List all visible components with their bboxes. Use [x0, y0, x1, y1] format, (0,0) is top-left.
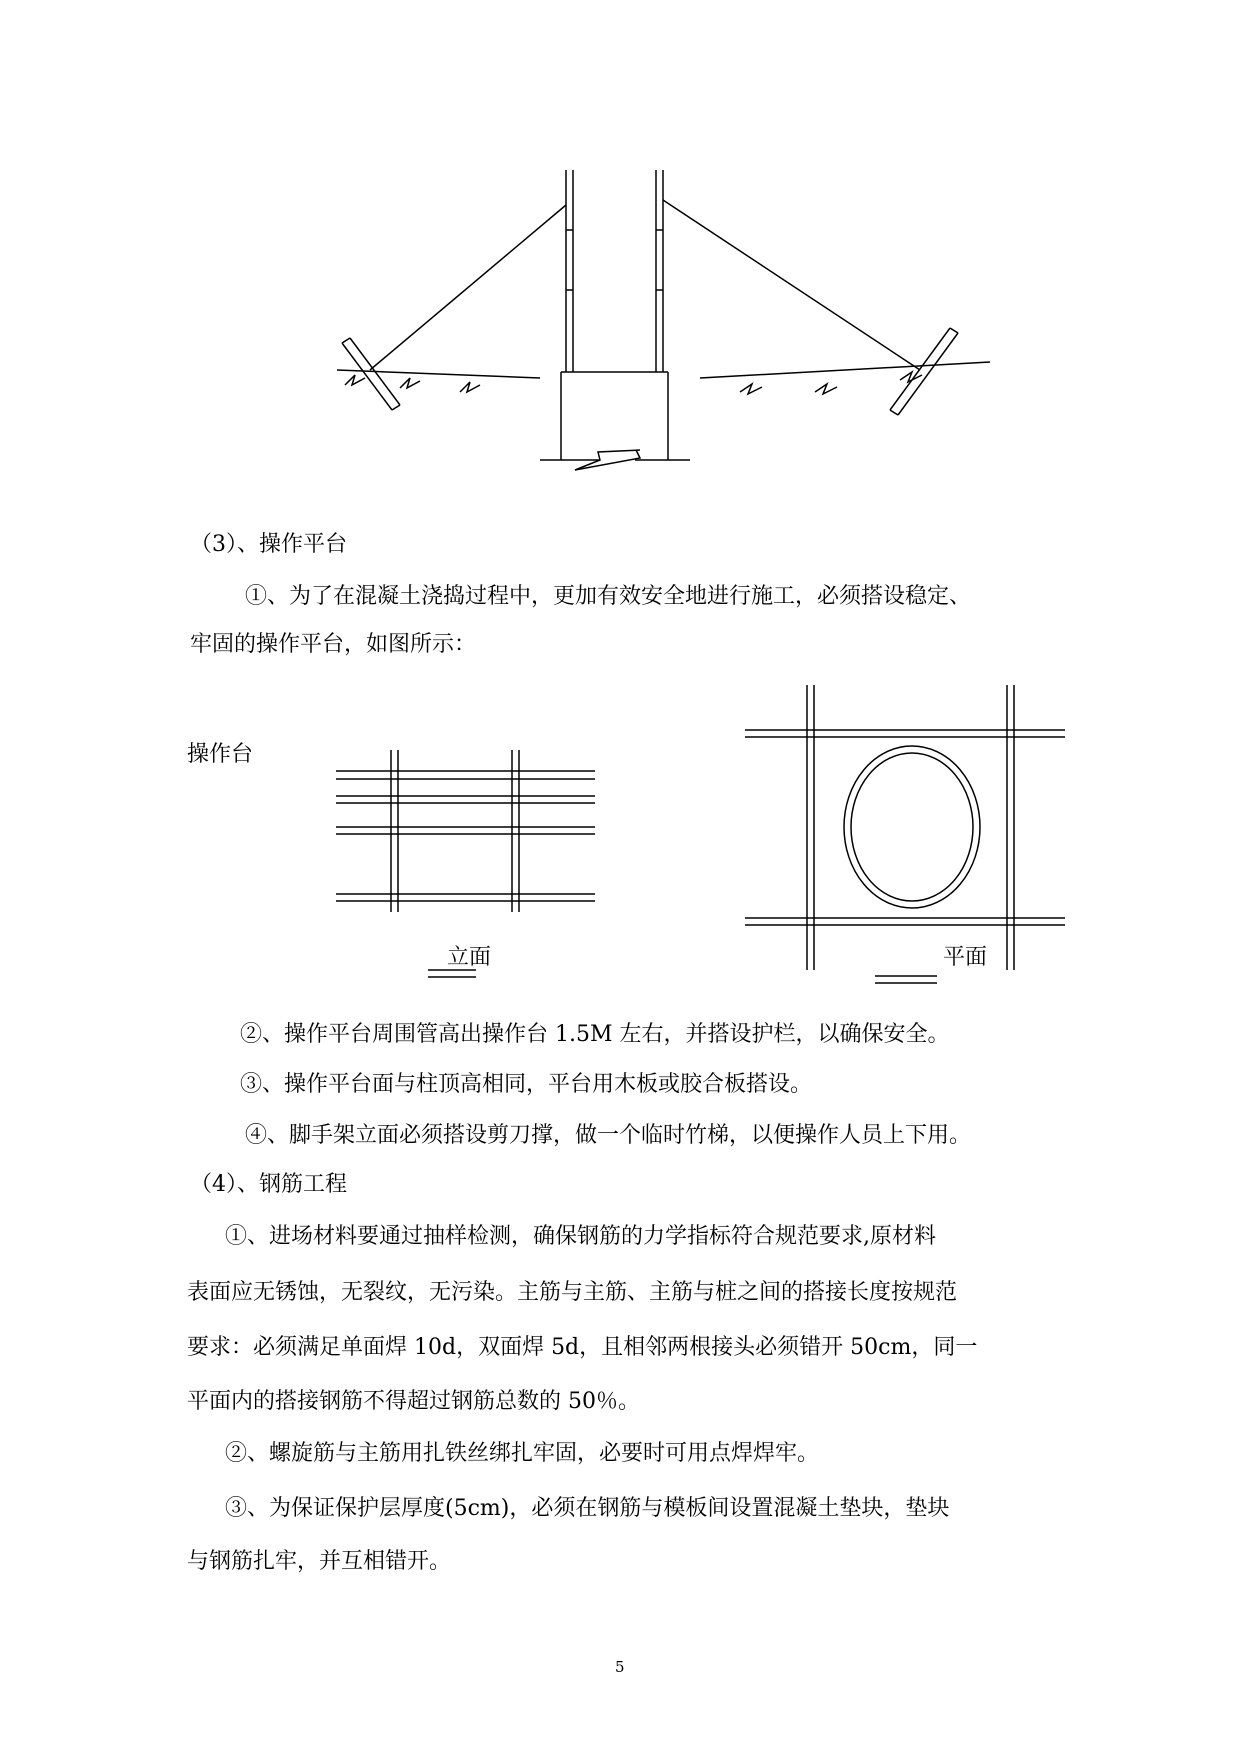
s3-paragraph-3: ③、操作平台面与柱顶高相同，平台用木板或胶合板搭设。 [240, 1072, 813, 1097]
platform-figure-label: 操作台 [187, 742, 254, 767]
plan-label: 平面 [943, 945, 988, 970]
section-4-heading: （4）、钢筋工程 [190, 1172, 347, 1197]
s4-paragraph-2: ②、螺旋筋与主筋用扎铁丝绑扎牢固，必要时可用点焊焊牢。 [225, 1441, 820, 1466]
s4-paragraph-1-line-2: 表面应无锈蚀，无裂纹，无污染。主筋与主筋、主筋与桩之间的搭接长度按规范 [187, 1280, 958, 1305]
s3-paragraph-1-line-1: ①、为了在混凝土浇捣过程中，更加有效安全地进行施工，必须搭设稳定、 [245, 584, 972, 609]
s3-paragraph-1-line-2: 牢固的操作平台，如图所示： [190, 632, 477, 657]
page-number: 5 [615, 1658, 625, 1676]
s4-paragraph-1-line-3: 要求：必须满足单面焊 10d，双面焊 5d，且相邻两根接头必须错开 50cm，同一 [187, 1335, 978, 1360]
elevation-label: 立面 [447, 945, 492, 970]
s3-paragraph-2: ②、操作平台周围管高出操作台 1.5M 左右，并搭设护栏，以确保安全。 [240, 1022, 950, 1047]
s4-paragraph-3-line-1: ③、为保证保护层厚度(5cm)，必须在钢筋与模板间设置混凝土垫块，垫块 [225, 1496, 950, 1521]
s4-paragraph-3-line-2: 与钢筋扎牢，并互相错开。 [187, 1549, 452, 1574]
s4-paragraph-1-line-4: 平面内的搭接钢筋不得超过钢筋总数的 50％。 [187, 1389, 640, 1414]
s4-paragraph-1-line-1: ①、进场材料要通过抽样检测，确保钢筋的力学指标符合规范要求,原材料 [225, 1224, 936, 1249]
section-3-heading: （3）、操作平台 [190, 532, 347, 557]
s3-paragraph-4: ④、脚手架立面必须搭设剪刀撑，做一个临时竹梯，以便操作人员上下用。 [245, 1123, 972, 1148]
